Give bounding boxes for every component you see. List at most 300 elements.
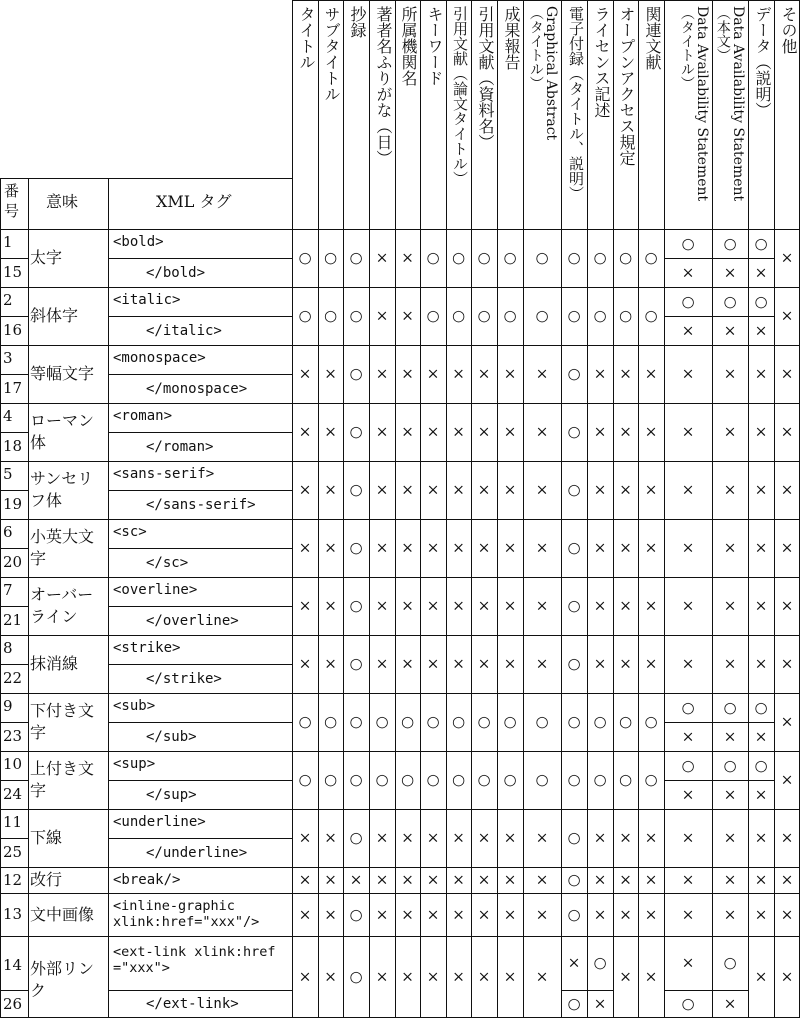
cross-mark: × <box>754 870 768 889</box>
cross-mark: × <box>619 422 632 441</box>
row-rule <box>0 519 800 520</box>
xml-open-tag: <strike> <box>113 640 181 656</box>
row-number: 20 <box>3 553 23 571</box>
xml-open-tag: <monospace> <box>113 350 206 366</box>
cross-mark: × <box>723 480 737 499</box>
cell-split-rule <box>748 258 775 259</box>
cross-mark: × <box>298 480 312 499</box>
cross-mark: × <box>503 364 517 383</box>
header-box-top <box>0 178 293 179</box>
circle-mark: ○ <box>618 306 633 325</box>
circle-mark: ○ <box>535 770 549 789</box>
circle-mark: ○ <box>723 234 737 252</box>
circle-mark: ○ <box>298 306 312 325</box>
cross-mark: × <box>324 422 337 441</box>
cross-mark: × <box>477 870 491 889</box>
cross-mark: × <box>452 905 465 923</box>
num-column-rule <box>28 178 29 1018</box>
tag-split-rule <box>108 548 293 549</box>
circle-mark: ○ <box>567 654 581 673</box>
cross-mark: × <box>401 828 414 847</box>
cross-mark: × <box>780 538 794 557</box>
cross-mark: × <box>426 538 440 557</box>
row-rule <box>0 461 800 462</box>
num-split-rule <box>0 606 29 607</box>
row-number: 11 <box>3 813 23 831</box>
xml-close-tag: </roman> <box>146 439 214 455</box>
cross-mark: × <box>426 654 440 673</box>
cross-mark: × <box>593 364 607 383</box>
cross-mark: × <box>723 364 737 383</box>
cross-mark: × <box>723 321 737 339</box>
row-rule <box>0 867 800 868</box>
xml-close-tag: </underline> <box>146 845 248 861</box>
cross-mark: × <box>754 905 768 923</box>
cross-mark: × <box>298 364 312 383</box>
cell-split-rule <box>712 316 749 317</box>
circle-mark: ○ <box>681 698 695 716</box>
cell-split-rule <box>712 722 749 723</box>
num-split-rule <box>0 316 29 317</box>
cross-mark: × <box>477 596 491 615</box>
column-rule <box>613 0 614 1018</box>
row-number: 5 <box>3 465 13 483</box>
circle-mark: ○ <box>503 248 517 267</box>
circle-mark: ○ <box>451 306 466 325</box>
tag-split-rule <box>108 664 293 665</box>
column-rule <box>774 0 775 1018</box>
circle-mark: ○ <box>618 770 633 789</box>
circle-mark: ○ <box>644 306 658 325</box>
cross-mark: × <box>754 538 768 557</box>
cross-mark: × <box>375 248 389 267</box>
tag-split-rule <box>108 780 293 781</box>
cross-mark: × <box>401 596 414 615</box>
circle-mark: ○ <box>681 756 695 774</box>
row-number: 21 <box>3 611 23 629</box>
circle-mark: ○ <box>644 712 658 731</box>
cross-mark: × <box>401 538 414 557</box>
cross-mark: × <box>619 870 632 889</box>
column-header: データ（説明） <box>753 6 772 118</box>
cross-mark: × <box>780 870 794 889</box>
cross-mark: × <box>477 654 491 673</box>
row-rule <box>0 809 800 810</box>
cross-mark: × <box>754 480 768 499</box>
cross-mark: × <box>535 364 549 383</box>
row-number: 24 <box>3 785 23 803</box>
xml-close-tag: </bold> <box>146 265 206 281</box>
xml-open-tag: <sub> <box>113 698 156 714</box>
xml-open-tag: <sc> <box>113 524 147 540</box>
cross-mark: × <box>681 263 695 281</box>
cross-mark: × <box>535 828 549 847</box>
cross-mark: × <box>780 306 794 325</box>
cross-mark: × <box>426 828 440 847</box>
column-rule <box>523 0 524 1018</box>
xml-open-tag: <overline> <box>113 582 198 598</box>
cross-mark: × <box>723 994 737 1013</box>
circle-mark: ○ <box>323 306 338 325</box>
cross-mark: × <box>723 263 737 281</box>
circle-mark: ○ <box>477 712 491 731</box>
cross-mark: × <box>780 967 794 986</box>
cross-mark: × <box>426 905 440 923</box>
cross-mark: × <box>681 953 695 972</box>
xml-open-tag: <bold> <box>113 234 164 250</box>
row-number: 23 <box>3 727 23 745</box>
cross-mark: × <box>401 870 414 889</box>
cross-mark: × <box>619 828 632 847</box>
xml-close-tag: </overline> <box>146 613 239 629</box>
xml-open-tag: <italic> <box>113 292 181 308</box>
cross-mark: × <box>452 596 465 615</box>
cross-mark: × <box>619 596 632 615</box>
column-header: サブタイトル <box>322 6 341 102</box>
cell-split-rule <box>561 990 588 991</box>
row-number: 9 <box>3 697 13 715</box>
cross-mark: × <box>401 364 414 383</box>
cross-mark: × <box>754 364 768 383</box>
cross-mark: × <box>619 654 632 673</box>
cross-mark: × <box>535 538 549 557</box>
xml-close-tag: </sans-serif> <box>146 497 256 513</box>
cross-mark: × <box>644 967 658 986</box>
cross-mark: × <box>452 967 465 986</box>
circle-mark: ○ <box>349 364 363 383</box>
column-header: その他 <box>779 6 798 54</box>
column-header: 著者名ふりがな（日） <box>374 6 393 166</box>
xml-close-tag: </italic> <box>146 323 222 339</box>
row-rule <box>0 693 800 694</box>
row-number: 17 <box>3 379 23 397</box>
tag-split-rule <box>108 722 293 723</box>
cell-split-rule <box>748 780 775 781</box>
cell-split-rule <box>664 316 713 317</box>
cross-mark: × <box>535 422 549 441</box>
cross-mark: × <box>452 422 465 441</box>
circle-mark: ○ <box>567 828 581 847</box>
circle-mark: ○ <box>567 596 581 615</box>
xml-open-tag: <roman> <box>113 408 173 424</box>
cross-mark: × <box>535 967 549 986</box>
cross-mark: × <box>619 480 632 499</box>
cross-mark: × <box>503 828 517 847</box>
cross-mark: × <box>324 905 337 923</box>
cross-mark: × <box>780 596 794 615</box>
row-number: 22 <box>3 669 23 687</box>
cross-mark: × <box>401 248 414 267</box>
column-header: Data Availability Statement （タイトル） <box>678 6 710 202</box>
circle-mark: ○ <box>323 248 338 267</box>
cross-mark: × <box>375 967 389 986</box>
xml-open-tag: <ext-link xlink:href ="xxx"> <box>113 944 276 976</box>
circle-mark: ○ <box>426 306 440 325</box>
circle-mark: ○ <box>400 712 415 731</box>
cross-mark: × <box>324 596 337 615</box>
cross-mark: × <box>375 870 389 889</box>
row-meaning: 下線 <box>30 828 63 847</box>
circle-mark: ○ <box>593 953 607 972</box>
cross-mark: × <box>375 596 389 615</box>
row-meaning: 等幅文字 <box>30 364 95 383</box>
num-split-rule <box>0 490 29 491</box>
cross-mark: × <box>298 905 312 923</box>
cross-mark: × <box>324 538 337 557</box>
xml-open-tag: <underline> <box>113 814 206 830</box>
tag-split-rule <box>108 374 293 375</box>
circle-mark: ○ <box>451 248 466 267</box>
circle-mark: ○ <box>567 994 581 1013</box>
circle-mark: ○ <box>644 770 658 789</box>
num-split-rule <box>0 258 29 259</box>
cell-split-rule <box>664 990 713 991</box>
circle-mark: ○ <box>349 967 363 986</box>
cross-mark: × <box>324 364 337 383</box>
cross-mark: × <box>644 828 658 847</box>
cross-mark: × <box>503 596 517 615</box>
circle-mark: ○ <box>567 480 581 499</box>
cross-mark: × <box>780 248 794 267</box>
column-rule <box>318 0 319 1018</box>
circle-mark: ○ <box>681 234 695 252</box>
cross-mark: × <box>780 828 794 847</box>
row-number: 16 <box>3 321 23 339</box>
cross-mark: × <box>619 905 632 923</box>
column-header: キーワード <box>425 6 444 86</box>
column-rule <box>343 0 344 1018</box>
column-header: ライセンス記述 <box>592 6 611 118</box>
header-num: 号 <box>4 202 20 220</box>
cross-mark: × <box>452 480 465 499</box>
cross-mark: × <box>535 870 549 889</box>
cell-split-rule <box>664 722 713 723</box>
cross-mark: × <box>375 538 389 557</box>
num-split-rule <box>0 548 29 549</box>
cross-mark: × <box>754 654 768 673</box>
cross-mark: × <box>426 596 440 615</box>
cross-mark: × <box>619 538 632 557</box>
row-meaning: 太字 <box>30 248 63 267</box>
cross-mark: × <box>593 422 607 441</box>
cross-mark: × <box>681 596 695 615</box>
column-header: タイトル <box>297 6 316 70</box>
row-rule <box>0 229 800 230</box>
cross-mark: × <box>644 870 658 889</box>
column-header: 抄録 <box>348 6 367 38</box>
circle-mark: ○ <box>349 538 363 557</box>
cross-mark: × <box>780 422 794 441</box>
num-split-rule <box>0 722 29 723</box>
cross-mark: × <box>349 870 363 889</box>
column-rule <box>561 0 562 1018</box>
column-rule <box>664 0 665 1018</box>
circle-mark: ○ <box>644 248 658 267</box>
cross-mark: × <box>503 422 517 441</box>
column-rule <box>497 0 498 1018</box>
row-rule <box>0 893 800 894</box>
xml-close-tag: </ext-link> <box>146 996 239 1012</box>
row-rule <box>0 577 800 578</box>
cross-mark: × <box>426 870 440 889</box>
circle-mark: ○ <box>451 712 466 731</box>
column-rule <box>292 0 293 1018</box>
cross-mark: × <box>401 306 414 325</box>
cross-mark: × <box>593 480 607 499</box>
cross-mark: × <box>723 596 737 615</box>
cross-mark: × <box>780 364 794 383</box>
cross-mark: × <box>477 828 491 847</box>
row-rule <box>0 287 800 288</box>
cell-split-rule <box>664 780 713 781</box>
row-number: 19 <box>3 495 23 513</box>
cross-mark: × <box>426 422 440 441</box>
xml-open-tag: <sans-serif> <box>113 466 215 482</box>
cross-mark: × <box>426 967 440 986</box>
cross-mark: × <box>401 422 414 441</box>
cross-mark: × <box>477 422 491 441</box>
cross-mark: × <box>298 870 312 889</box>
cross-mark: × <box>375 905 389 923</box>
meaning-column-rule <box>108 178 109 1018</box>
cross-mark: × <box>298 967 312 986</box>
cross-mark: × <box>593 654 607 673</box>
circle-mark: ○ <box>723 292 737 310</box>
circle-mark: ○ <box>400 770 415 789</box>
cross-mark: × <box>324 967 337 986</box>
tag-split-rule <box>108 606 293 607</box>
row-number: 1 <box>3 233 13 251</box>
cross-mark: × <box>477 480 491 499</box>
cross-mark: × <box>681 785 695 803</box>
row-number: 14 <box>3 956 23 974</box>
header-meaning: 意味 <box>46 192 79 211</box>
xml-close-tag: </sub> <box>146 729 197 745</box>
row-number: 18 <box>3 437 23 455</box>
circle-mark: ○ <box>567 248 581 267</box>
cross-mark: × <box>780 480 794 499</box>
circle-mark: ○ <box>593 770 607 789</box>
cell-split-rule <box>664 258 713 259</box>
cross-mark: × <box>503 905 517 923</box>
row-meaning: 上付き文字 <box>30 759 95 800</box>
cross-mark: × <box>780 712 794 731</box>
circle-mark: ○ <box>754 234 768 252</box>
circle-mark: ○ <box>567 712 581 731</box>
cross-mark: × <box>644 422 658 441</box>
cell-split-rule <box>712 258 749 259</box>
cross-mark: × <box>644 480 658 499</box>
cell-split-rule <box>712 990 749 991</box>
circle-mark: ○ <box>754 756 768 774</box>
cross-mark: × <box>754 828 768 847</box>
circle-mark: ○ <box>593 712 607 731</box>
xml-close-tag: </monospace> <box>146 381 248 397</box>
num-split-rule <box>0 432 29 433</box>
column-header: 引用文献（資料名） <box>476 6 495 150</box>
cross-mark: × <box>535 654 549 673</box>
cross-mark: × <box>298 538 312 557</box>
num-split-rule <box>0 990 29 991</box>
column-header: 成果報告 <box>502 6 521 70</box>
cross-mark: × <box>503 870 517 889</box>
column-header: 関連文献 <box>643 6 662 70</box>
row-meaning: ローマン体 <box>30 411 95 452</box>
circle-mark: ○ <box>298 770 312 789</box>
row-rule <box>0 345 800 346</box>
circle-mark: ○ <box>349 654 363 673</box>
column-rule <box>748 0 749 1018</box>
cross-mark: × <box>644 905 658 923</box>
cross-mark: × <box>298 422 312 441</box>
cross-mark: × <box>619 967 632 986</box>
cross-mark: × <box>452 828 465 847</box>
cross-mark: × <box>477 905 491 923</box>
column-header: Data Availability Statement （本文） <box>714 6 746 202</box>
circle-mark: ○ <box>593 248 607 267</box>
column-rule <box>587 0 588 1018</box>
circle-mark: ○ <box>375 712 389 731</box>
cross-mark: × <box>401 654 414 673</box>
cross-mark: × <box>780 905 794 923</box>
circle-mark: ○ <box>567 422 581 441</box>
cell-split-rule <box>748 316 775 317</box>
cell-split-rule <box>712 780 749 781</box>
circle-mark: ○ <box>477 306 491 325</box>
circle-mark: ○ <box>723 953 737 972</box>
row-meaning: 改行 <box>30 870 63 889</box>
circle-mark: ○ <box>349 712 363 731</box>
cross-mark: × <box>426 480 440 499</box>
cross-mark: × <box>298 596 312 615</box>
cross-mark: × <box>681 654 695 673</box>
cross-mark: × <box>593 828 607 847</box>
row-meaning: サンセリフ体 <box>30 469 94 510</box>
cross-mark: × <box>644 364 658 383</box>
cross-mark: × <box>593 596 607 615</box>
row-rule <box>0 635 800 636</box>
cross-mark: × <box>503 480 517 499</box>
circle-mark: ○ <box>375 770 389 789</box>
cross-mark: × <box>452 870 465 889</box>
circle-mark: ○ <box>349 248 363 267</box>
cross-mark: × <box>754 596 768 615</box>
table-left-border <box>0 178 1 1018</box>
row-rule <box>0 751 800 752</box>
cross-mark: × <box>644 538 658 557</box>
cross-mark: × <box>535 480 549 499</box>
cross-mark: × <box>754 785 768 803</box>
circle-mark: ○ <box>503 770 517 789</box>
cross-mark: × <box>754 263 768 281</box>
cross-mark: × <box>723 654 737 673</box>
row-number: 25 <box>3 843 23 861</box>
column-header: 所属機関名 <box>399 6 418 86</box>
cross-mark: × <box>723 870 737 889</box>
column-header: 引用文献（論文タイトル） <box>451 6 469 186</box>
row-meaning: 抹消線 <box>30 654 79 673</box>
circle-mark: ○ <box>349 480 363 499</box>
cross-mark: × <box>593 538 607 557</box>
circle-mark: ○ <box>349 770 363 789</box>
circle-mark: ○ <box>754 698 768 716</box>
xml-close-tag: </strike> <box>146 671 222 687</box>
circle-mark: ○ <box>503 306 517 325</box>
cross-mark: × <box>681 422 695 441</box>
circle-mark: ○ <box>535 306 549 325</box>
cross-mark: × <box>401 480 414 499</box>
cross-mark: × <box>619 364 632 383</box>
